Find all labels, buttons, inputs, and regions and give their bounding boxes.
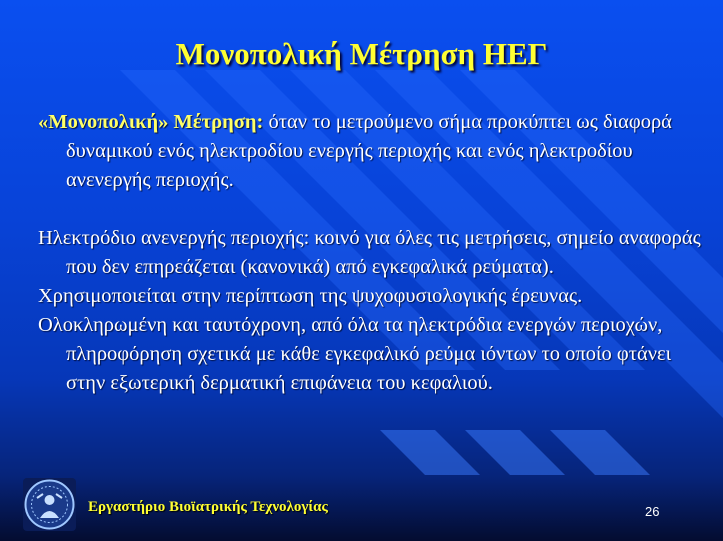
paragraph-information: Ολοκληρωμένη και ταυτόχρονη, από όλα τα ηλεκτρόδια ενεργών περιοχών, πληροφόρηση σχετικά με κάθε εγκεφαλικό ρεύμα ιόντων το οποίο φτάνει στην εξωτερική δερματική επιφάνεια του κεφαλιού. — [38, 314, 672, 394]
paragraph-usage: Χρησιμοποιείται στην περίπτωση της ψυχοφυσιολογικής έρευνας. — [38, 285, 583, 307]
paragraph-monopolar-definition — [38, 108, 706, 195]
footer-lab-name: Εργαστήριο Βιοϊατρικής Τεχνολογίας — [88, 499, 328, 515]
university-seal-icon — [23, 478, 76, 531]
definition-text: όταν το μετρούμενο σήμα προκύπτει ως διαφορά δυναμικού ενός ηλεκτροδίου ενεργής περιοχής και ενός ηλεκτροδίου ανενεργής περιοχής. — [66, 111, 672, 191]
page-number: 26 — [645, 504, 660, 519]
paragraph-gap — [38, 195, 706, 224]
paragraph-reference-electrode: Ηλεκτρόδιο ανενεργής περιοχής: κοινό για όλες τις μετρήσεις, σημείο αναφοράς που δεν επηρεάζεται (κανονικά) από εγκεφαλικά ρεύματα). — [38, 227, 701, 278]
definition-term: «Μονοπολική» Μέτρηση: — [38, 111, 264, 133]
slide-body — [38, 108, 706, 398]
slide-title: Μονοπολική Μέτρηση ΗΕΓ — [175, 36, 548, 71]
